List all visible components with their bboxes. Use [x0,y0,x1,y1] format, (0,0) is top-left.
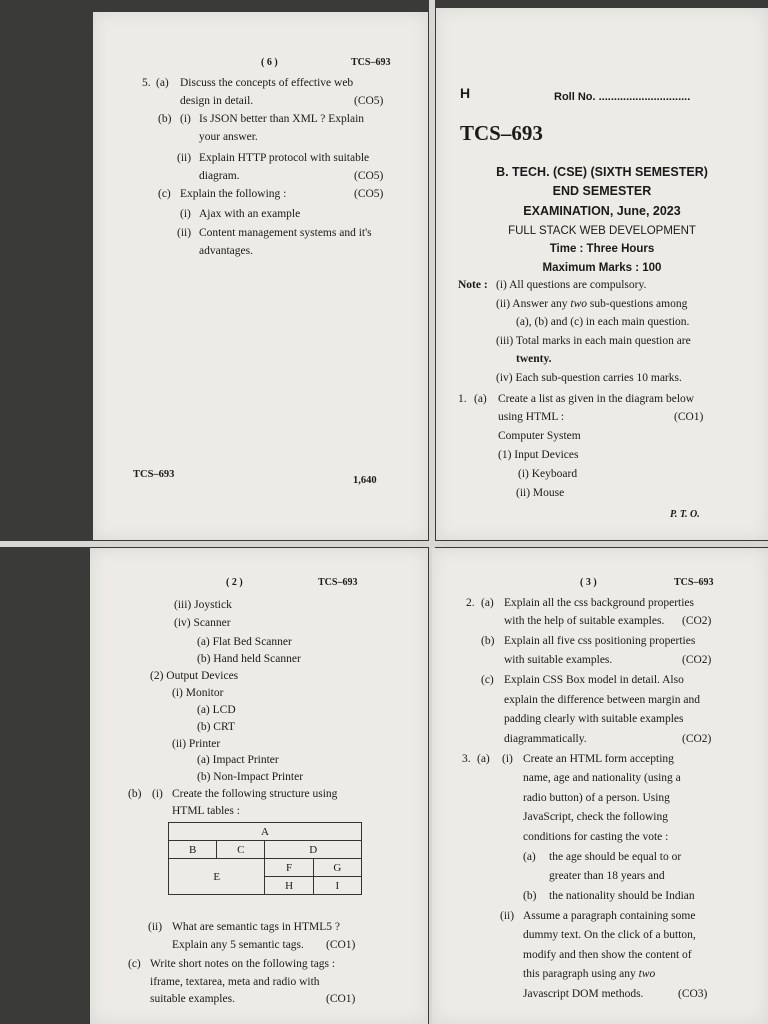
q3a-ii-text-2: dummy text. On the click of a button, [523,929,696,941]
cell-e: E [169,859,265,895]
q1b-i-text-1: Create the following structure using [172,788,338,800]
page-code-header: TCS–693 [674,577,714,588]
max-marks: Maximum Marks : 100 [542,262,662,274]
cell-c: C [217,841,265,859]
list-mouse: (ii) Mouse [516,487,565,499]
q5c-i-label: (i) [180,208,191,220]
note-label: Note : [458,279,488,291]
subject-title: FULL STACK WEB DEVELOPMENT [508,225,696,237]
note-ii [496,297,687,311]
list-handheld: (b) Hand held Scanner [197,653,301,665]
q5c-label: (c) [158,188,171,200]
q5b-ii-text-2: diagram. [199,170,240,182]
footer-code: TCS–693 [133,469,175,480]
cell-f: F [265,859,313,877]
q1c-text-1: Write short notes on the following tags : [150,958,336,970]
note-iii-line1: (iii) Total marks in each main question are [496,335,691,347]
q2a-co: (CO2) [682,615,712,627]
q1c-text-2: iframe, textarea, meta and radio with [150,976,320,988]
q5c-co: (CO5) [354,188,384,200]
q1b-i-label: (i) [152,788,163,800]
q5b-ii-text-1: Explain HTTP protocol with suitable [199,152,370,164]
q5c-ii-text-1: Content management systems and it's [199,227,372,239]
list-impact: (a) Impact Printer [197,754,279,766]
q3a-i-text-5: conditions for casting the vote : [523,831,669,843]
page-number: ( 2 ) [226,577,243,588]
q1b-ii-text-1: What are semantic tags in HTML5 ? [172,921,340,933]
q1c-label: (c) [128,958,141,970]
q5-number: 5. [142,77,151,89]
fold-seam-horizontal [0,541,768,547]
q2b-co: (CO2) [682,654,712,666]
q2a-text-1: Explain all the css background properties [504,597,695,609]
condition-a-text-1: the age should be equal to or [549,851,682,863]
page-code-header: TCS–693 [318,577,358,588]
q1b-label: (b) [128,788,142,800]
cover-page [436,8,768,540]
q5b-i-text-2: your answer. [199,131,258,143]
q3a-i-label: (i) [502,753,513,765]
q3a-ii-emphasis: two [638,968,656,980]
condition-a-text-2: greater than 18 years and [549,870,665,882]
q3a-label: (a) [477,753,490,765]
note-ii-line2: (a), (b) and (c) in each main question. [516,316,690,328]
page-6 [93,12,428,540]
footer-count: 1,640 [353,475,377,486]
page-3 [432,548,768,1024]
q2b-label: (b) [481,635,495,647]
cell-d: D [265,841,362,859]
q2-number: 2. [466,597,475,609]
q3a-i-text-3: radio button) of a person. Using [523,792,670,804]
q3a-co: (CO3) [678,988,708,1000]
course-title: B. TECH. (CSE) (SIXTH SEMESTER) [496,165,708,179]
page-number: ( 3 ) [580,577,597,588]
list-scanner: (iv) Scanner [174,617,231,629]
q1c-co: (CO1) [326,993,356,1005]
q2c-text-2: explain the difference between margin and [504,694,700,706]
list-output-devices: (2) Output Devices [150,670,239,682]
q3a-ii-text-3: modify and then show the content of [523,949,692,961]
q1b-co: (CO1) [326,939,356,951]
q2a-text-2: with the help of suitable examples. [504,615,665,627]
paper-code: TCS–693 [460,121,543,145]
q5a-co: (CO5) [354,95,384,107]
q5b-i-text-1: Is JSON better than XML ? Explain [199,113,365,125]
q2c-label: (c) [481,674,494,686]
q1b-ii-label: (ii) [148,921,163,933]
page-2 [90,548,428,1024]
page-code-header: TCS–693 [351,57,391,68]
condition-b-text: the nationality should be Indian [549,890,695,902]
q2c-text-3: padding clearly with suitable examples [504,713,684,725]
list-lcd: (a) LCD [197,704,236,716]
q3a-ii-text-1: Assume a paragraph containing some [523,910,696,922]
note-ii-text-a: (ii) Answer any [496,298,568,310]
q5c-ii-text-2: advantages. [199,245,253,257]
list-input-devices: (1) Input Devices [498,449,579,461]
q3a-i-text-2: name, age and nationality (using a [523,772,681,784]
q2c-text-4: diagrammatically. [504,733,587,745]
exam-time: Time : Three Hours [549,243,655,255]
q3-number: 3. [462,753,471,765]
q2c-text-1: Explain CSS Box model in detail. Also [504,674,684,686]
q5b-i-label: (i) [180,113,191,125]
q1a-label: (a) [474,393,487,405]
list-printer: (ii) Printer [172,738,221,750]
q1a-text-1: Create a list as given in the diagram below [498,393,695,405]
cell-h: H [265,877,313,895]
list-root: Computer System [498,430,581,442]
q3a-i-text-4: JavaScript, check the following [523,811,668,823]
q2a-label: (a) [481,597,494,609]
cell-b: B [169,841,217,859]
exam-session: EXAMINATION, June, 2023 [523,204,681,218]
q5a-label: (a) [156,77,169,89]
note-iii-line2: twenty. [516,353,552,365]
page-number: ( 6 ) [261,57,278,68]
condition-b-label: (b) [523,890,537,902]
html-structure-table [168,822,362,895]
note-ii-text-b: sub-questions among [589,298,688,310]
q3a-ii-text-4 [523,967,655,981]
exam-type: END SEMESTER [552,184,652,198]
condition-a-label: (a) [523,851,536,863]
q1-number: 1. [458,393,467,405]
list-joystick: (iii) Joystick [174,599,232,611]
q1b-ii-text-2: Explain any 5 semantic tags. [172,939,304,951]
q3a-i-text-1: Create an HTML form accepting [523,753,674,765]
note-ii-emphasis: two [570,298,588,310]
list-nonimpact: (b) Non-Impact Printer [197,771,304,783]
list-flatbed: (a) Flat Bed Scanner [197,636,292,648]
cell-g: G [313,859,361,877]
q5c-ii-label: (ii) [177,227,192,239]
q5b-ii-label: (ii) [177,152,192,164]
cell-i: I [313,877,361,895]
note-i: (i) All questions are compulsory. [496,279,647,291]
list-crt: (b) CRT [197,721,235,733]
q1c-text-3: suitable examples. [150,993,235,1005]
q5c-text-1: Explain the following : [180,188,287,200]
q5b-label: (b) [158,113,172,125]
cell-a: A [169,823,362,841]
list-keyboard: (i) Keyboard [518,468,578,480]
q5b-co: (CO5) [354,170,384,182]
q3a-ii-text-5: Javascript DOM methods. [523,988,644,1000]
list-monitor: (i) Monitor [172,687,224,699]
q2b-text-2: with suitable examples. [504,654,613,666]
q5a-text-2: design in detail. [180,95,254,107]
q5a-text-1: Discuss the concepts of effective web [180,77,354,89]
q3a-ii-text-4a: this paragraph using any [523,968,636,980]
q1b-i-text-2: HTML tables : [172,805,240,817]
q3a-ii-label: (ii) [500,910,515,922]
note-iv: (iv) Each sub-question carries 10 marks. [496,372,682,384]
series-letter: H [460,85,471,101]
roll-number-field: Roll No. .............................. [554,91,691,103]
pto-mark: P. T. O. [670,509,700,520]
q5c-i-text: Ajax with an example [199,208,301,220]
q1a-text-2: using HTML : [498,411,565,423]
q2c-co: (CO2) [682,733,712,745]
q2b-text-1: Explain all five css positioning properties [504,635,696,647]
q1a-co: (CO1) [674,411,704,423]
